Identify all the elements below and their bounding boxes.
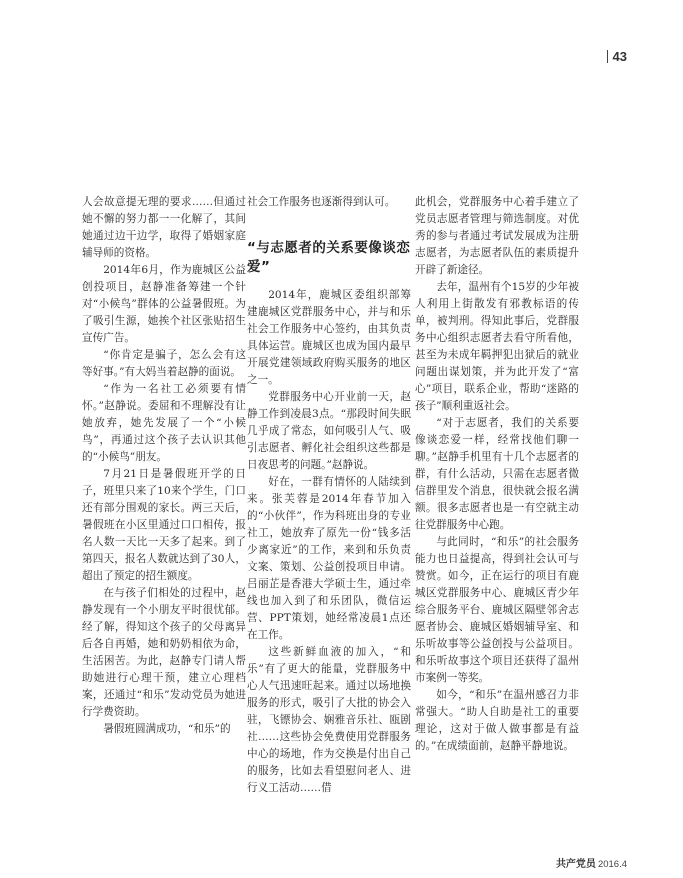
paragraph: 此机会，党群服务中心着手建立了党员志愿者管理与筛选制度。对优秀的参与者通过考试发展成为注册志愿者，为志愿者队伍的素质提升开辟了新途径。 — [415, 196, 579, 276]
paragraph: 2014年6月，作为鹿城区公益创投项目，赵静准备筹建一个针对“小候鸟”群体的公益暑假班。为了吸引生源，她挨个社区张贴招生宣传广告。 — [82, 264, 246, 344]
paragraph: 这些新鲜血液的加入，“和乐”有了更大的能量，党群服务中心人气迅速旺起来。通过以场地换服务的形式，吸引了大批的协会入驻，飞镖协会、娴雅音乐社、瓯剧社……这些协会免费使用党群服务中心的场地，作为交换是付出自己的服务，比如去看望慰问老人、进行义工活动……借 — [247, 646, 411, 794]
paragraph: 在与孩子们相处的过程中，赵静发现有一个小朋友平时很忧郁。经了解，得知这个孩子的父母离异后各自再婚，她和奶奶相依为命，生活困苦。为此，赵静专门请人帮助她进行心理干预，建立心理档案，还通过“和乐”发动党员为她进行学费资助。 — [82, 587, 246, 718]
paragraph: 好在，一群有情怀的人陆续到来。张芙蓉是2014年春节加入的“小伙伴”，作为科班出身的专业社工，她放弃了原先一份“钱多活少离家近”的工作，来到和乐负责文案、策划、公益创投项目申请。吕丽芷是香港大学硕士生，通过牵线也加入到了和乐团队，微信运营、PPT策划，她经常凌晨1点还在工作。 — [247, 476, 411, 641]
page-number — [607, 49, 627, 64]
paragraph: 社会工作服务也逐渐得到认可。 — [247, 196, 396, 208]
paragraph: 与此同时，“和乐”的社会服务能力也日益提高，得到社会认可与赞赏。如今，正在运行的项目有鹿城区党群服务中心、鹿城区青少年综合服务平台、鹿城区隔壁邻舍志愿者协会、鹿城区婚姻辅导室、和乐听故事等公益创投与公益项目。和乐听故事这个项目还获得了温州市案例一等奖。 — [415, 536, 579, 684]
page-number-text: 43 — [612, 49, 627, 64]
paragraph: 人会故意提无理的要求……但通过她不懈的努力都一一化解了，其间她通过边干边学，取得了婚姻家庭辅导师的资格。 — [82, 196, 246, 259]
article-column-2 — [247, 194, 411, 797]
article-column-3 — [415, 194, 579, 755]
paragraph: 7月21日是暑假班开学的日子，班里只来了10来个学生，门口还有部分围观的家长。两三天后，暑假班在小区里通过口口相传，报名人数一天比一天多了起来。到了第四天，报名人数就达到了30人，超出了预定的招生额度。 — [82, 468, 246, 582]
paragraph: “你肯定是骗子，怎么会有这等好事。”有大妈当着赵静的面说。 — [82, 349, 246, 378]
section-heading: “与志愿者的关系要像谈恋爱” — [247, 240, 411, 275]
issue-date: 2016.4 — [597, 859, 627, 870]
page-footer — [556, 855, 627, 870]
article-column-1 — [82, 194, 246, 738]
paragraph: “对于志愿者，我们的关系要像谈恋爱一样，经常找他们聊一聊。”赵静手机里有十几个志愿者的群，有什么活动，只需在志愿者微信群里发个消息，很快就会报名满额。很多志愿者也是一有空就主动往党群服务中心跑。 — [415, 417, 579, 531]
paragraph: 如今，“和乐”在温州感召力非常强大。“助人自助是社工的重要理论，这对于做人做事都是有益的。”在成绩面前，赵静平静地说。 — [415, 689, 579, 752]
page-number-divider — [607, 50, 608, 63]
magazine-logo: 共产党员 — [555, 859, 596, 870]
paragraph: 去年，温州有个15岁的少年被人利用上街散发有邪教标语的传单，被判刑。得知此事后，党群服务中心组织志愿者去看守所看他，甚至为未成年羁押犯出狱后的就业问题出谋划策，并为此开发了“富心”项目，联系企业，帮助“迷路的孩子”顺利重返社会。 — [415, 281, 579, 412]
paragraph: 党群服务中心开业前一天，赵静工作到凌晨3点。“那段时间失眠几乎成了常态，如何吸引人气、吸引志愿者、孵化社会组织这些都是日夜思考的问题。”赵静说。 — [247, 391, 411, 471]
paragraph: “作为一名社工必须要有情怀。”赵静说。委屈和不理解没有让她放弃，她先发展了一个“小候鸟”，再通过这个孩子去认识其他的“小候鸟”朋友。 — [82, 383, 246, 463]
paragraph: 暑假班圆满成功，“和乐”的 — [103, 723, 231, 735]
paragraph: 2014年，鹿城区委组织部筹建鹿城区党群服务中心，并与和乐社会工作服务中心签约，由其负责具体运营。鹿城区也成为国内最早开展党建领域政府购买服务的地区之一。 — [247, 289, 411, 386]
